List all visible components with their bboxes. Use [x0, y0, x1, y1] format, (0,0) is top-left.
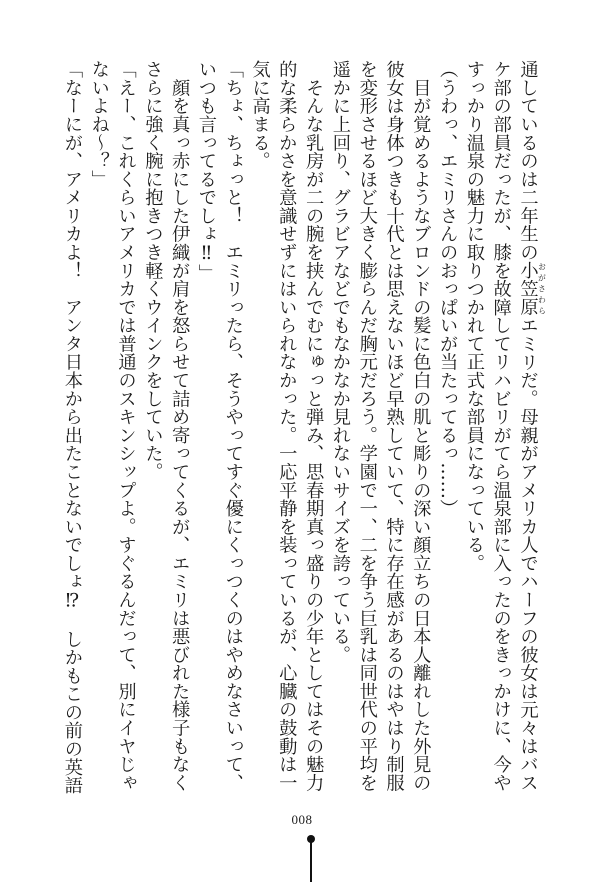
- page-number: 008: [291, 812, 313, 827]
- text-line: 彼女は身体つきも十代とは思えないほど早熟していて、特に存在感があるのはやはり制服: [383, 60, 405, 792]
- text-segment: エミリだ。母親がアメリカ人でハーフの彼女は元々はバス: [517, 316, 539, 792]
- page-marker-line: [310, 842, 312, 882]
- body-text: [62, 60, 546, 802]
- text-line: ケ部の部員だったが、膝を故障してリハビリがてら温泉部に入ったのをきっかけに、今や: [490, 60, 512, 792]
- text-line: 遥かに上回り、グラビアなどでもなかなか見れないサイズを誇っている。: [329, 60, 351, 664]
- text-line: [514, 60, 546, 802]
- ruby-base: 小笠原: [517, 261, 539, 317]
- text-line: 顔を真っ赤にした伊織が肩を怒らせて詰め寄ってくるが、エミリは悪びれた様子もなく: [169, 60, 191, 792]
- text-line: 「ちょ、ちょっと！ エミリったら、そうやってすぐ優にくっつくのはやめなさいって、: [222, 60, 244, 792]
- text-line: すっかり温泉の魅力に取りつかれて正式な部員になっている。: [463, 60, 485, 573]
- text-line: ないよね～？」: [88, 60, 110, 189]
- text-line: 「なーにが、アメリカよ！ アンタ日本から出たことないでしょ⁉ しかもこの前の英語: [61, 60, 83, 795]
- text-line: いつも言ってるでしょ‼」: [195, 60, 217, 283]
- ruby-reading: おがさわら: [537, 261, 547, 317]
- text-line: 的な柔らかさを意識せずにはいられなかった。一応平静を装っているが、心臓の鼓動は一: [276, 60, 298, 792]
- text-line: そんな乳房が二の腕を挟んでむにゅっと弾み、思春期真っ盛りの少年としてはその魅力: [303, 60, 325, 792]
- text-line: 目が覚めるようなブロンドの髪に色白の肌と彫りの深い顔立ちの日本人離れした外見の: [410, 60, 432, 792]
- ruby-name: [517, 261, 547, 317]
- text-line: （うわっ、エミリさんのおっぱいが当たってるっ……）: [437, 60, 459, 518]
- text-line: を変形させるほど大きく膨らんだ胸元だろう。学園で一、二を争う巨乳は同世代の平均を: [356, 60, 378, 792]
- text-segment: 通しているのは二年生の: [517, 60, 539, 262]
- text-line: 「えー、これくらいアメリカでは普通のスキンシップよ。すぐるんだって、別にイヤじゃ: [115, 60, 137, 792]
- text-line: さらに強く腕に抱きつき軽くウインクをしていた。: [142, 60, 164, 481]
- text-line: 気に高まる。: [249, 60, 271, 170]
